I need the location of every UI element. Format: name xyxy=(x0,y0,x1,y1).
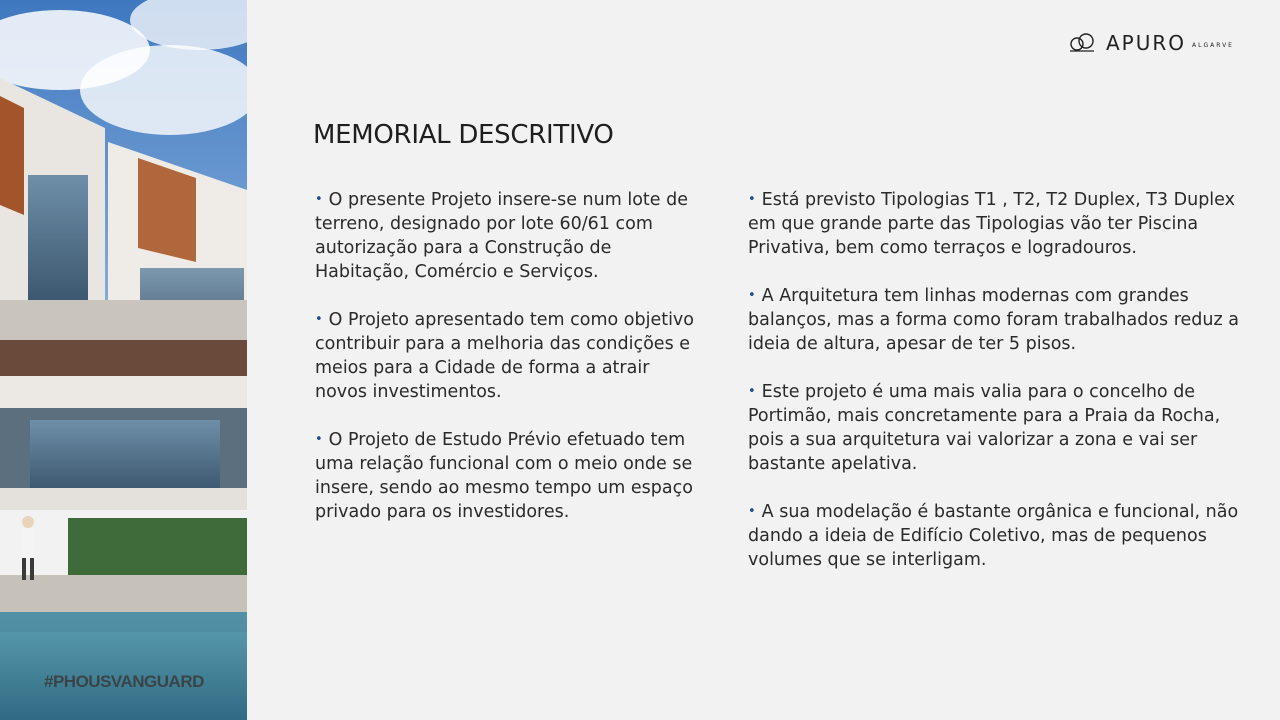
left-column xyxy=(315,188,695,548)
bullet-icon: • xyxy=(315,312,323,327)
building-render-image xyxy=(0,0,247,720)
list-item xyxy=(748,500,1253,572)
watermark-text: #PHOUSVANGUARD xyxy=(44,672,204,691)
bullet-icon: • xyxy=(315,432,323,447)
bullet-icon: • xyxy=(748,384,756,399)
list-item xyxy=(315,308,695,404)
list-item xyxy=(315,188,695,284)
bullet-text: A sua modelação é bastante orgânica e funcional, não dando a ideia de Edifício Coletivo, mas de pequenos volumes que se interligam. xyxy=(748,502,1239,570)
list-item xyxy=(748,284,1253,356)
list-item xyxy=(748,188,1253,260)
logo-mark-icon xyxy=(1068,31,1098,55)
page-title: MEMORIAL DESCRITIVO xyxy=(313,120,614,150)
bullet-text: Está previsto Tipologias T1 , T2, T2 Duplex, T3 Duplex em que grande parte das Tipologias vão ter Piscina Privativa, bem como terraços e logradouros. xyxy=(748,190,1235,258)
bullet-icon: • xyxy=(748,288,756,303)
list-item xyxy=(748,380,1253,476)
bullet-text: O Projeto apresentado tem como objetivo contribuir para a melhoria das condições e meios para a Cidade de forma a atrair novos investimentos. xyxy=(315,310,694,402)
apuro-logo xyxy=(1068,30,1234,56)
bullet-text: Este projeto é uma mais valia para o concelho de Portimão, mais concretamente para a Praia da Rocha, pois a sua arquitetura vai valorizar a zona e vai ser bastante apelativa. xyxy=(748,382,1221,474)
bullet-text: O presente Projeto insere-se num lote de terreno, designado por lote 60/61 com autorização para a Construção de Habitação, Comércio e Serviços. xyxy=(315,190,688,282)
bullet-icon: • xyxy=(315,192,323,207)
list-item xyxy=(315,428,695,524)
bullet-icon: • xyxy=(748,504,756,519)
bullet-icon: • xyxy=(748,192,756,207)
bullet-text: O Projeto de Estudo Prévio efetuado tem uma relação funcional com o meio onde se insere, sendo ao mesmo tempo um espaço privado para os investidores. xyxy=(315,430,693,522)
building-photo xyxy=(0,0,247,720)
bullet-text: A Arquitetura tem linhas modernas com grandes balanços, mas a forma como foram trabalhados reduz a ideia de altura, apesar de ter 5 pisos. xyxy=(748,286,1239,354)
logo-name: APURO xyxy=(1106,31,1187,55)
right-column xyxy=(748,188,1253,596)
logo-subtitle: ALGARVE xyxy=(1192,41,1234,49)
